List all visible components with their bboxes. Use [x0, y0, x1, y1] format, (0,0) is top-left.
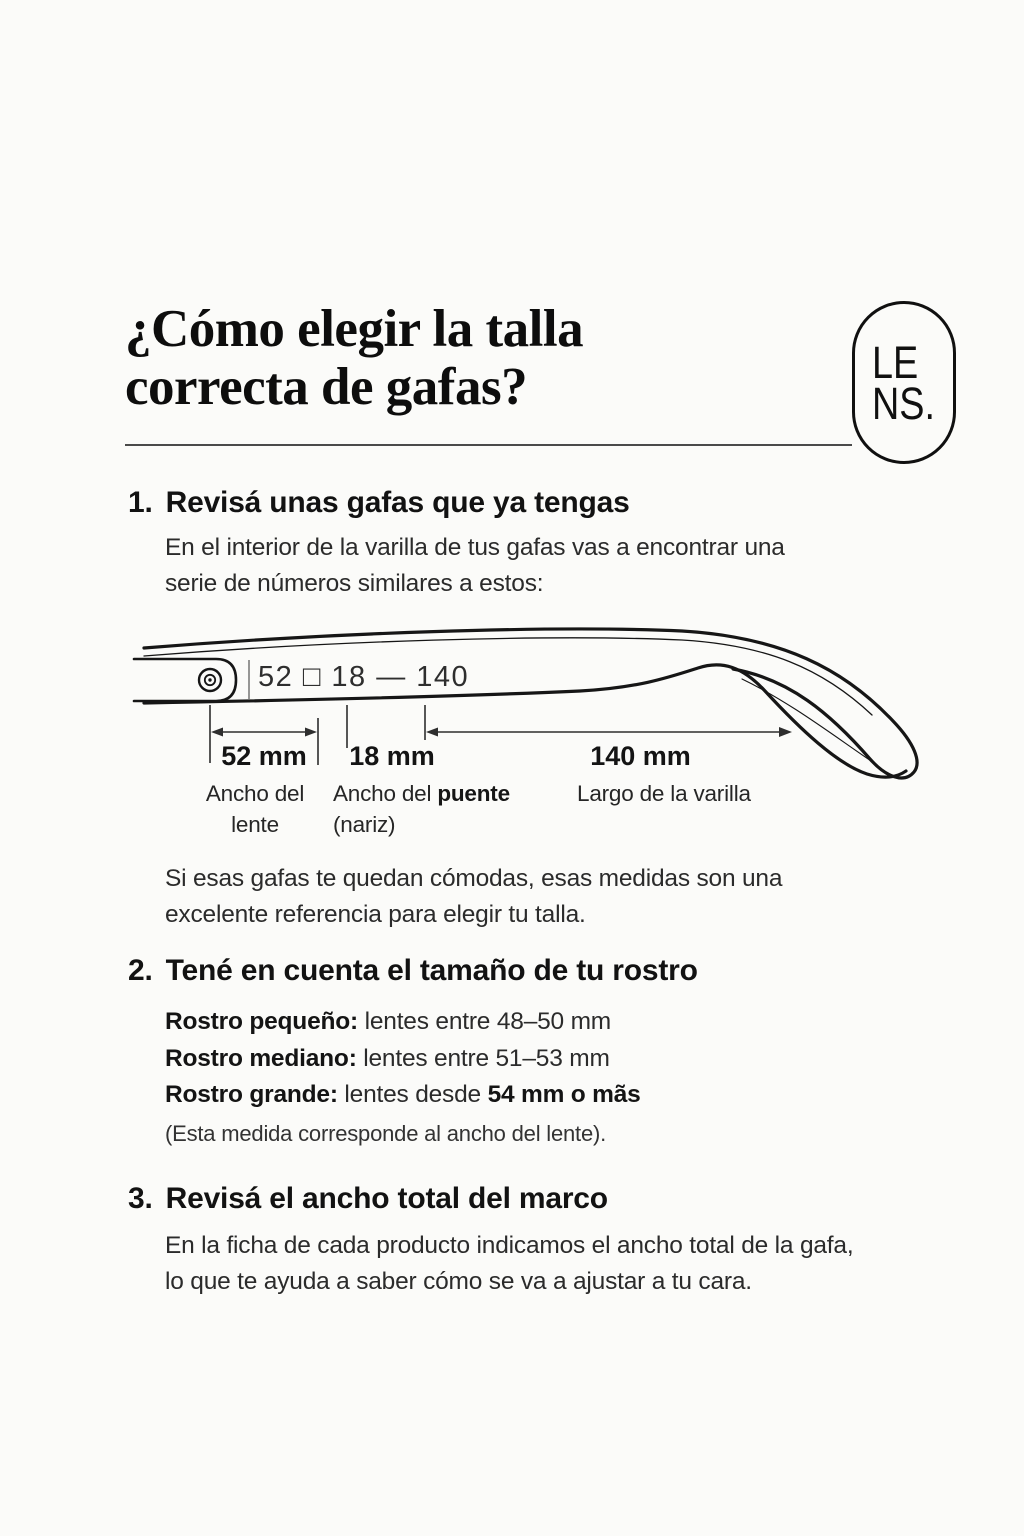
section2-number: 2. [128, 954, 153, 987]
section3-number: 3. [128, 1182, 153, 1215]
face-size-item-small: Rostro pequeño: lentes entre 48–50 mm [165, 1008, 611, 1035]
section2-heading [128, 954, 698, 988]
page-title [125, 300, 583, 416]
brand-logo-line2: NS. [872, 377, 936, 429]
section1-outro [165, 861, 782, 933]
face-size-list [165, 1004, 641, 1114]
header-divider [125, 444, 852, 446]
section3-body-line2: lo que te ayuda a saber cómo se va a ajustar a tu cara. [165, 1268, 752, 1295]
section1-body-line2: serie de números similares a estos: [165, 570, 544, 597]
face-size-item-large: Rostro grande: lentes desde 54 mm o mãs [165, 1081, 641, 1108]
section1-outro-line1: Si esas gafas te quedan cómodas, esas medidas son una [165, 865, 783, 892]
page-title-line2: correcta de gafas? [125, 358, 528, 416]
temple-hook-highlight-line [742, 679, 877, 765]
measurement-label-bridge: Ancho del puente (nariz) [333, 781, 510, 837]
measurement-label-temple: Largo de la varilla [577, 781, 751, 806]
hinge-screw-center-dot [208, 678, 211, 681]
measurement-value-lens: 52 mm [221, 741, 307, 771]
section3-body-line1: En la ficha de cada producto indicamos el ancho total de la gafa, [165, 1232, 854, 1259]
brand-logo [852, 301, 956, 464]
section1-body [165, 530, 785, 602]
brand-logo-line1: LE [872, 336, 919, 388]
section1-body-line1: En el interior de la varilla de tus gafas vas a encontrar una [165, 534, 785, 561]
measurement-label-lens: Ancho del lente [205, 781, 305, 837]
face-size-item-medium: Rostro mediano: lentes entre 51–53 mm [165, 1044, 610, 1072]
page-title-line1: ¿Cómo elegir la talla [125, 300, 584, 358]
section3-heading-text: Revisá el ancho total del marco [165, 1182, 608, 1215]
section3-heading [128, 1182, 608, 1216]
section1-outro-line2: excelente referencia para elegir tu talla. [165, 901, 586, 928]
brand-logo-text [872, 336, 936, 429]
section1-heading [128, 486, 630, 520]
measurement-value-bridge: 18 mm [349, 741, 435, 771]
lens-width-note: (Esta medida corresponde al ancho del lente). [165, 1121, 607, 1146]
measurement-value-temple: 140 mm [590, 741, 691, 771]
glasses-temple-diagram [130, 615, 930, 850]
section1-number: 1. [128, 486, 153, 519]
section3-body [165, 1228, 853, 1300]
temple-engraving: 52 □ 18 — 140 [258, 661, 470, 693]
section1-heading-text: Revisá unas gafas que ya tengas [165, 486, 630, 519]
section2-heading-text: Tené en cuenta el tamaño de tu rostro [165, 954, 698, 987]
